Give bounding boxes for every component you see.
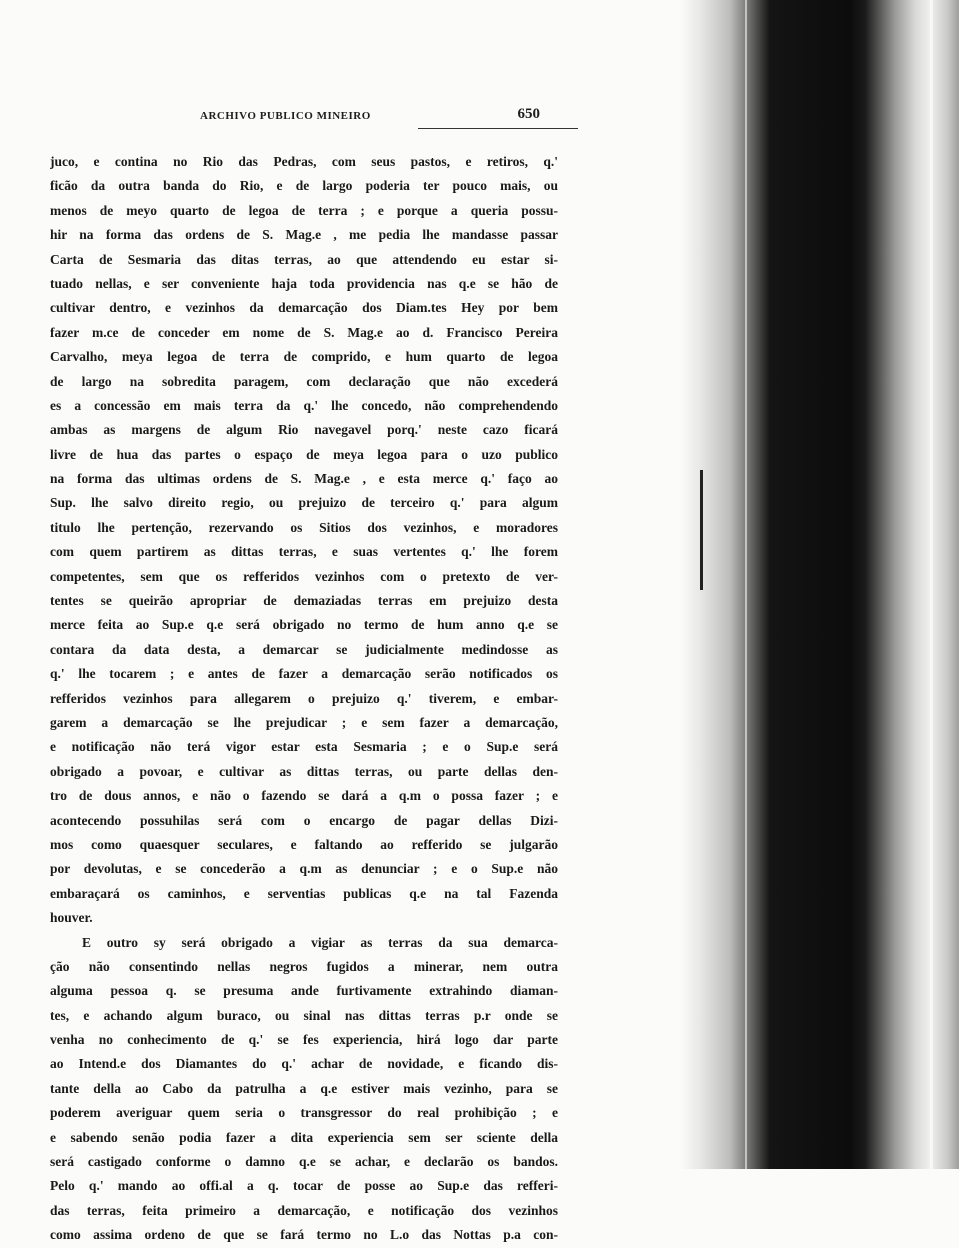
binding-highlight — [930, 0, 933, 1169]
text-line: acontecendo possuhilas será com o encargo de pagar dellas Dizi- — [50, 812, 558, 828]
text-line: por devolutas, e se concederão a q.m as denunciar ; e o Sup.e não — [50, 861, 558, 877]
running-head: ARCHIVO PUBLICO MINEIRO — [200, 110, 371, 122]
text-line: mos como quaesquer seculares, e faltando ao refferido se julgarão — [50, 836, 558, 852]
text-line: houver. — [50, 910, 93, 926]
text-line: merce feita ao Sup.e q.e será obrigado no termo de hum anno q.e se — [50, 617, 558, 633]
text-line: tuado nellas, e ser conveniente haja toda providencia nas q.e se hão de — [50, 275, 558, 291]
text-line: ambas as margens de algum Rio navegavel porq.' neste cazo ficará — [50, 422, 558, 438]
text-line: Carvalho, meya legoa de terra de comprido, e hum quarto de legoa — [50, 349, 558, 365]
page-mark — [700, 470, 703, 590]
text-line: ao Intend.e dos Diamantes do q.' achar de novidade, e ficando dis- — [50, 1056, 558, 1072]
text-line: de largo na sobredita paragem, com declaração que não excederá — [50, 373, 558, 389]
text-line: fazer m.ce de conceder em nome de S. Mag.e ao d. Francisco Pereira — [50, 324, 558, 340]
header-rule — [418, 128, 578, 129]
binding-highlight — [745, 0, 747, 1169]
text-line: E outro sy será obrigado a vigiar as terras da sua demarca- — [82, 934, 558, 950]
text-line: tes, e achando algum buraco, ou sinal nas dittas terras p.r onde se — [50, 1007, 558, 1023]
text-line: venha no conhecimento de q.' se fes experiencia, hirá logo dar parte — [50, 1032, 558, 1048]
text-line: Sup. lhe salvo direito regio, ou prejuizo de terceiro q.' para algum — [50, 495, 558, 511]
text-line: tro de dous annos, e não o fazendo se dará a q.m o possa fazer ; e — [50, 788, 558, 804]
text-line: menos de meyo quarto de legoa de terra ; e porque a queria possu- — [50, 202, 558, 218]
text-line: q.' lhe tocarem ; e antes de fazer a demarcação serão notificados os — [50, 666, 558, 682]
text-line: titulo lhe pertenção, rezervando os Sitios dos vezinhos, e moradores — [50, 519, 558, 535]
text-line: juco, e contina no Rio das Pedras, com seus pastos, e retiros, q.' — [50, 154, 558, 169]
text-line: ção não consentindo nellas negros fugidos a minerar, nem outra — [50, 958, 558, 974]
text-line: poderem averiguar quem seria o transgressor do real prohibição ; e — [50, 1105, 558, 1121]
text-line: embaraçará os caminhos, e serventias publicas q.e na tal Fazenda — [50, 885, 558, 901]
text-line: será castigado conforme o damno q.e se achar, e declarão os bandos. — [50, 1154, 558, 1170]
text-line: es a concessão em mais terra da q.' lhe concedo, não comprehendendo — [50, 397, 558, 413]
text-line: ficão da outra banda do Rio, e de largo poderia ter pouco mais, ou — [50, 178, 558, 194]
body-text — [50, 150, 558, 1248]
text-line: alguma pessoa q. se presuma ande furtivamente extrahindo diaman- — [50, 983, 558, 999]
text-line: das terras, feita primeiro a demarcação, e notificação dos vezinhos — [50, 1202, 558, 1218]
text-line: refferidos vezinhos para allegarem o prejuizo q.' tiverem, e embar- — [50, 690, 558, 706]
page-number: 650 — [517, 106, 540, 122]
book-binding-gutter — [680, 0, 959, 1169]
text-line: com quem partirem as dittas terras, e suas vertentes q.' lhe forem — [50, 544, 558, 560]
text-line: Pelo q.' mando ao offi.al a q. tocar de posse ao Sup.e das refferi- — [50, 1178, 558, 1194]
text-line: contara da data desta, a demarcar se judicialmente medindosse as — [50, 641, 558, 657]
text-line: tante della ao Cabo da patrulha a q.e estiver mais vezinho, para se — [50, 1080, 558, 1096]
text-line: obrigado a povoar, e cultivar as dittas terras, ou parte dellas den- — [50, 763, 558, 779]
text-line: garem a demarcação se lhe prejudicar ; e sem fazer a demarcação, — [50, 714, 558, 730]
page-header — [60, 106, 560, 126]
text-line: na forma das ultimas ordens de S. Mag.e , e esta merce q.' faço ao — [50, 471, 558, 487]
text-line: e notificação não terá vigor estar esta Sesmaria ; e o Sup.e será — [50, 739, 558, 755]
text-line: competentes, sem que os refferidos vezinhos com o pretexto de ver- — [50, 568, 558, 584]
text-line: cultivar dentro, e vezinhos da demarcação dos Diam.tes Hey por bem — [50, 300, 558, 316]
text-line: tentes se queirão apropriar de demaziadas terras em prejuizo desta — [50, 593, 558, 609]
text-line: Carta de Sesmaria das ditas terras, ao que attendendo eu estar si- — [50, 251, 558, 267]
text-line: como assima ordeno de que se fará termo no L.o das Nottas p.a con- — [50, 1227, 558, 1243]
text-line: livre de hua das partes o espaço de meya legoa para o uzo publico — [50, 446, 558, 462]
text-line: e sabendo senão podia fazer a dita experiencia sem ser sciente della — [50, 1129, 558, 1145]
text-line: hir na forma das ordens de S. Mag.e , me pedia lhe mandasse passar — [50, 227, 558, 243]
